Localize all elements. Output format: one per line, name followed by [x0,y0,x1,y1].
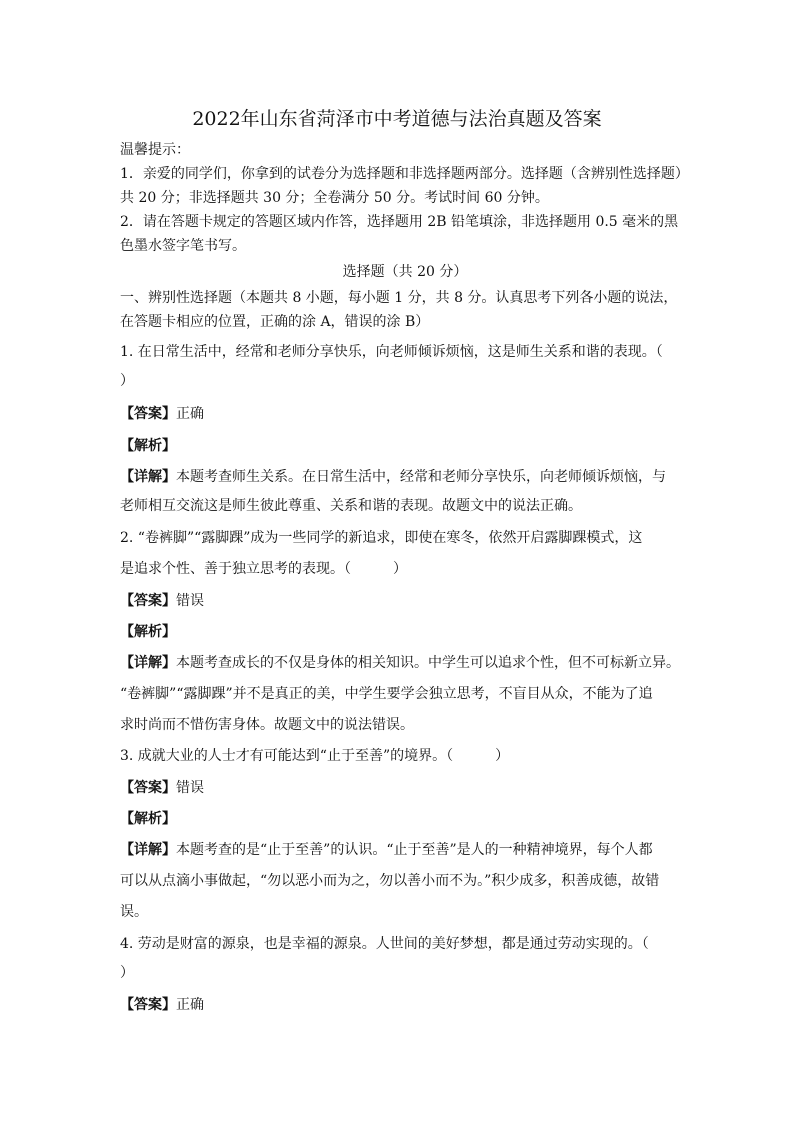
q2-text-b: 是追求个性、善于独立思考的表现。（ ） [120,561,407,577]
analysis-label: 【解析】 [120,624,176,640]
answer-label: 【答案】 [120,406,176,422]
q2-analysis-label [120,622,690,642]
q2-detail-c: 求时尚而不惜伤害身体。故题文中的说法错误。 [120,717,414,733]
page-title: 2022年山东省菏泽市中考道德与法治真题及答案 [192,108,602,130]
q1-analysis-label [120,436,690,456]
tip-2-line-b: 色墨水签字笔书写。 [120,238,246,254]
tip-1-line-a: 1．亲爱的同学们，你拿到的试卷分为选择题和非选择题两部分。选择题（含辨别性选择题） [120,166,689,182]
analysis-label: 【解析】 [120,438,176,454]
q1-text-b: ） [120,373,134,389]
q2-detail-row-a [120,653,690,673]
q3-text-a: 3. 成就大业的人士才有可能达到“止于至善”的境界。（ ） [120,748,510,764]
tip-1-line-b: 共 20 分；非选择题共 30 分；全卷满分 50 分。考试时间 60 分钟。 [120,190,549,206]
detail-label: 【详解】 [120,469,176,485]
section-heading: 选择题（共 20 分） [342,264,468,280]
q2-text-a: 2. “卷裤脚”“露脚踝”成为一些同学的新追求，即使在寒冬，依然开启露脚踝模式，这 [120,530,643,546]
q3-answer-row [120,778,690,798]
tip-2-line-a: 2．请在答题卡规定的答题区域内作答，选择题用 2B 铅笔填涂，非选择题用 0.5 毫米的黑 [120,214,679,230]
q3-detail-c: 误。 [120,904,148,920]
q3-detail-b: 可以从点滴小事做起，“勿以恶小而为之，勿以善小而不为。”积少成多，积善成德，故错 [120,873,660,889]
answer-label: 【答案】 [120,593,176,609]
q2-detail-a: 本题考查成长的不仅是身体的相关知识。中学生可以追求个性，但不可标新立异。 [176,655,680,671]
q3-analysis-label [120,809,690,829]
q4-answer-row [120,995,690,1015]
detail-label: 【详解】 [120,655,176,671]
q1-detail-a: 本题考查师生关系。在日常生活中，经常和老师分享快乐，向老师倾诉烦恼，与 [176,469,666,485]
q3-detail-row-a [120,840,690,860]
q1-detail-b: 老师相互交流这是师生彼此尊重、关系和谐的表现。故题文中的说法正确。 [120,498,582,514]
q3-answer: 错误 [176,780,204,796]
q2-answer: 错误 [176,593,204,609]
q4-answer: 正确 [176,997,204,1013]
q1-answer-row [120,404,690,424]
tips-heading: 温馨提示： [120,142,190,158]
answer-label: 【答案】 [120,780,176,796]
answer-label: 【答案】 [120,997,176,1013]
section-intro-b: 在答题卡相应的位置，正确的涂 A，错误的涂 B） [120,314,430,330]
q4-text-b: ） [120,965,134,981]
q1-answer: 正确 [176,406,204,422]
q2-answer-row [120,591,690,611]
q3-detail-a: 本题考查的是“止于至善”的认识。“止于至善”是人的一种精神境界，每个人都 [176,842,653,858]
q2-detail-b: “卷裤脚”“露脚踝”并不是真正的美，中学生要学会独立思考，不盲目从众，不能为了追 [120,686,653,702]
q4-text-a: 4. 劳动是财富的源泉，也是幸福的源泉。人世间的美好梦想，都是通过劳动实现的。（ [120,936,649,952]
detail-label: 【详解】 [120,842,176,858]
q1-detail-row-a [120,467,690,487]
section-intro-a: 一、辨别性选择题（本题共 8 小题，每小题 1 分，共 8 分。认真思考下列各小题的说法， [120,290,678,306]
q1-text-a: 1. 在日常生活中，经常和老师分享快乐，向老师倾诉烦恼，这是师生关系和谐的表现。（ [120,344,663,360]
analysis-label: 【解析】 [120,811,176,827]
